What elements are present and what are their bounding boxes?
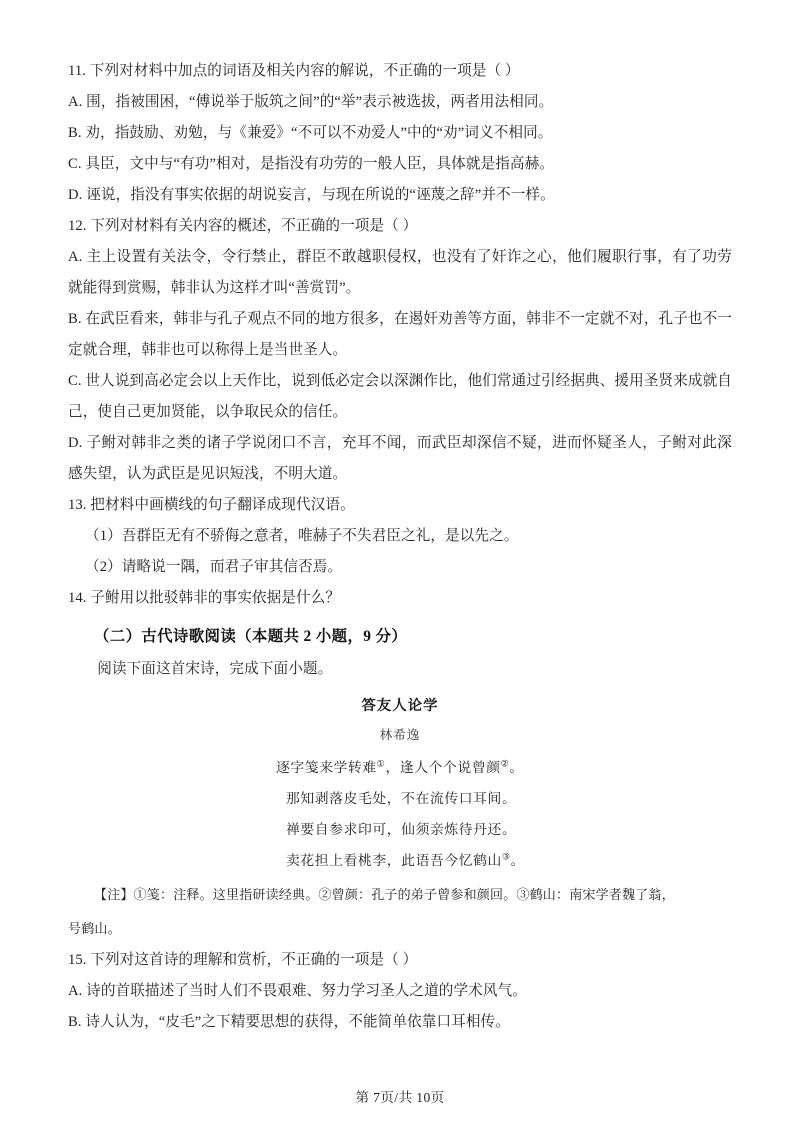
footnote-marker-3: ③ [501, 852, 511, 863]
poem-body [68, 753, 732, 877]
poetry-section-heading: （二）古代诗歌阅读（本题共 2 小题，9 分） [94, 628, 408, 645]
poem-footnote-line-2: 号鹤山。 [68, 922, 121, 937]
question-13-subitem-2: （2）请略说一隅，而君子审其信否焉。 [85, 559, 343, 575]
page-footer: 第 7页/共 10页 [355, 1090, 445, 1105]
poem-line-2 [68, 784, 732, 815]
question-13-stem: 13. 把材料中画横线的句子翻译成现代汉语。 [68, 497, 355, 513]
question-11-stem: 11. 下列对材料中加点的词语及相关内容的解说，不正确的一项是（ ） [68, 63, 520, 79]
poem-line-1 [68, 753, 732, 784]
poem-line-1-text-after: 。 [509, 760, 524, 776]
poem-footnote-line-1 [68, 881, 732, 911]
poem-footnote-line-1-text: 【注】①笺：注释。这里指研读经典。②曾颜：孔子的弟子曾参和颜回。③鹤山：南宋学者魏了翁， [94, 888, 675, 903]
footnote-marker-1: ① [376, 759, 386, 770]
question-15-option-a: A. 诗的首联描述了当时人们不畏艰难、努力学习圣人之道的学术风气。 [68, 983, 527, 999]
question-12-option-c: C. 世人说到高必定会以上天作比，说到低必定会以深渊作比，他们常通过引经据典、援用圣贤来成就自己，使自己更加贤能，以争取民众的信任。 [68, 373, 732, 420]
question-11-option-c: C. 具臣，文中与“有功”相对，是指没有功劳的一般人臣，具体就是指高赫。 [68, 156, 554, 172]
question-12-option-d: D. 子鲋对韩非之类的诸子学说闭口不言，充耳不闻，而武臣却深信不疑，进而怀疑圣人，子鲋对此深感失望，认为武臣是见识短浅，不明大道。 [68, 435, 732, 482]
question-15-stem: 15. 下列对这首诗的理解和赏析，不正确的一项是（ ） [68, 952, 418, 968]
poem-line-2-text: 那知剥落皮毛处，不在流传口耳间。 [286, 791, 517, 807]
question-11-option-d: D. 诬说，指没有事实依据的胡说妄言，与现在所说的“诬蔑之辞”并不一样。 [68, 187, 555, 203]
question-12-option-b: B. 在武臣看来，韩非与孔子观点不同的地方很多，在遏奸劝善等方面，韩非不一定就不对，孔子也不一定就合理，韩非也可以称得上是当世圣人。 [68, 311, 732, 358]
question-12-stem: 12. 下列对材料有关内容的概述，不正确的一项是（ ） [68, 218, 418, 234]
poem-line-4-text-after: 。 [510, 853, 526, 869]
poem-line-3 [68, 815, 732, 846]
footnote-marker-2: ② [500, 759, 510, 770]
poem-line-1-text-before: 逐字笺来学转难 [276, 760, 377, 776]
poem-author: 林希逸 [379, 727, 421, 742]
question-11-option-b: B. 劝，指鼓励、劝勉，与《兼爱》“不可以不劝爱人”中的“劝”词义不相同。 [68, 125, 553, 141]
question-11-option-a: A. 围，指被围困，“傅说举于版筑之间”的“举”表示被选拔，两者用法相同。 [68, 94, 554, 110]
poem-line-3-text: 禅要自参求印可，仙须亲炼待丹还。 [286, 822, 517, 838]
poem-line-4 [68, 846, 732, 877]
poem-line-4-text-before: 卖花担上看桃李，此语吾今忆鹤山 [286, 853, 502, 869]
question-15-option-b: B. 诗人认为，“皮毛”之下精要思想的获得，不能简单依靠口耳相传。 [68, 1014, 510, 1030]
question-14-stem: 14. 子鲋用以批驳韩非的事实依据是什么？ [68, 590, 341, 606]
question-12-option-a: A. 主上设置有关法令，令行禁止，群臣不敢越职侵权，也没有了奸诈之心，他们履职行事，有了功劳就能得到赏赐，韩非认为这样才叫“善赏罚”。 [68, 249, 732, 296]
poetry-instruction: 阅读下面这首宋诗，完成下面小题。 [97, 661, 333, 677]
poem-line-1-text-middle: ，逢人个个说曾颜 [385, 760, 501, 776]
poem-title: 答友人论学 [361, 697, 439, 714]
question-13-subitem-1: （1）吾群臣无有不骄侮之意者，唯赫子不失君臣之礼，是以先之。 [85, 528, 519, 544]
